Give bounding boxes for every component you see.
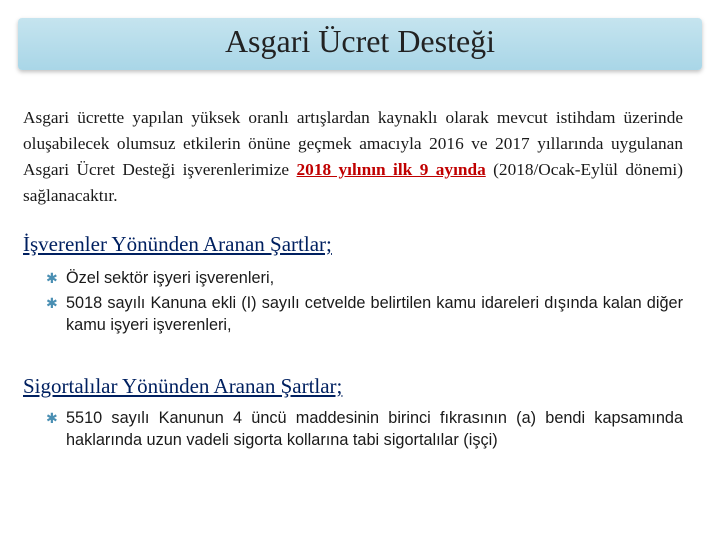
asterisk-bullet-icon: ✱ (46, 410, 58, 426)
asterisk-bullet-icon: ✱ (46, 270, 58, 286)
section2-heading: Sigortalılar Yönünden Aranan Şartlar; (23, 374, 343, 398)
intro-paragraph (23, 105, 683, 209)
list-item-text: 5018 sayılı Kanuna ekli (I) sayılı cetvelde belirtilen kamu idareleri dışında kalan diğer kamu işyeri işverenleri, (66, 294, 683, 334)
asterisk-bullet-icon: ✱ (46, 295, 58, 311)
section2-list (46, 407, 683, 451)
list-item (46, 267, 683, 289)
slide-title: Asgari Ücret Desteği (224, 23, 496, 59)
intro-text: Asgari ücrette yapılan yüksek oranlı artışlardan kaynaklı olarak mevcut istihdam üzerinde oluşabilecek olumsuz etkilerin önüne geçmek amacıyla 2016 ve 2017 yıllarında uygulanan Asgari Ücret Desteği işverenlerimize (23, 108, 683, 179)
list-item-text: Özel sektör işyeri işverenleri, (66, 269, 275, 287)
list-item (46, 292, 683, 336)
intro-tail: (2018/Ocak-Eylül dönemi) sağlanacaktır. (23, 160, 683, 205)
list-item-text: 5510 sayılı Kanunun 4 üncü maddesinin birinci fıkrasının (a) bendi kapsamında haklarında uzun vadeli sigorta kollarına tabi sigortalılar (işçi) (66, 409, 683, 449)
section1-list (46, 267, 683, 336)
list-item (46, 407, 683, 451)
section1-heading: İşverenler Yönünden Aranan Şartlar; (23, 232, 332, 256)
intro-highlight: 2018 yılının ilk 9 ayında (296, 160, 486, 179)
